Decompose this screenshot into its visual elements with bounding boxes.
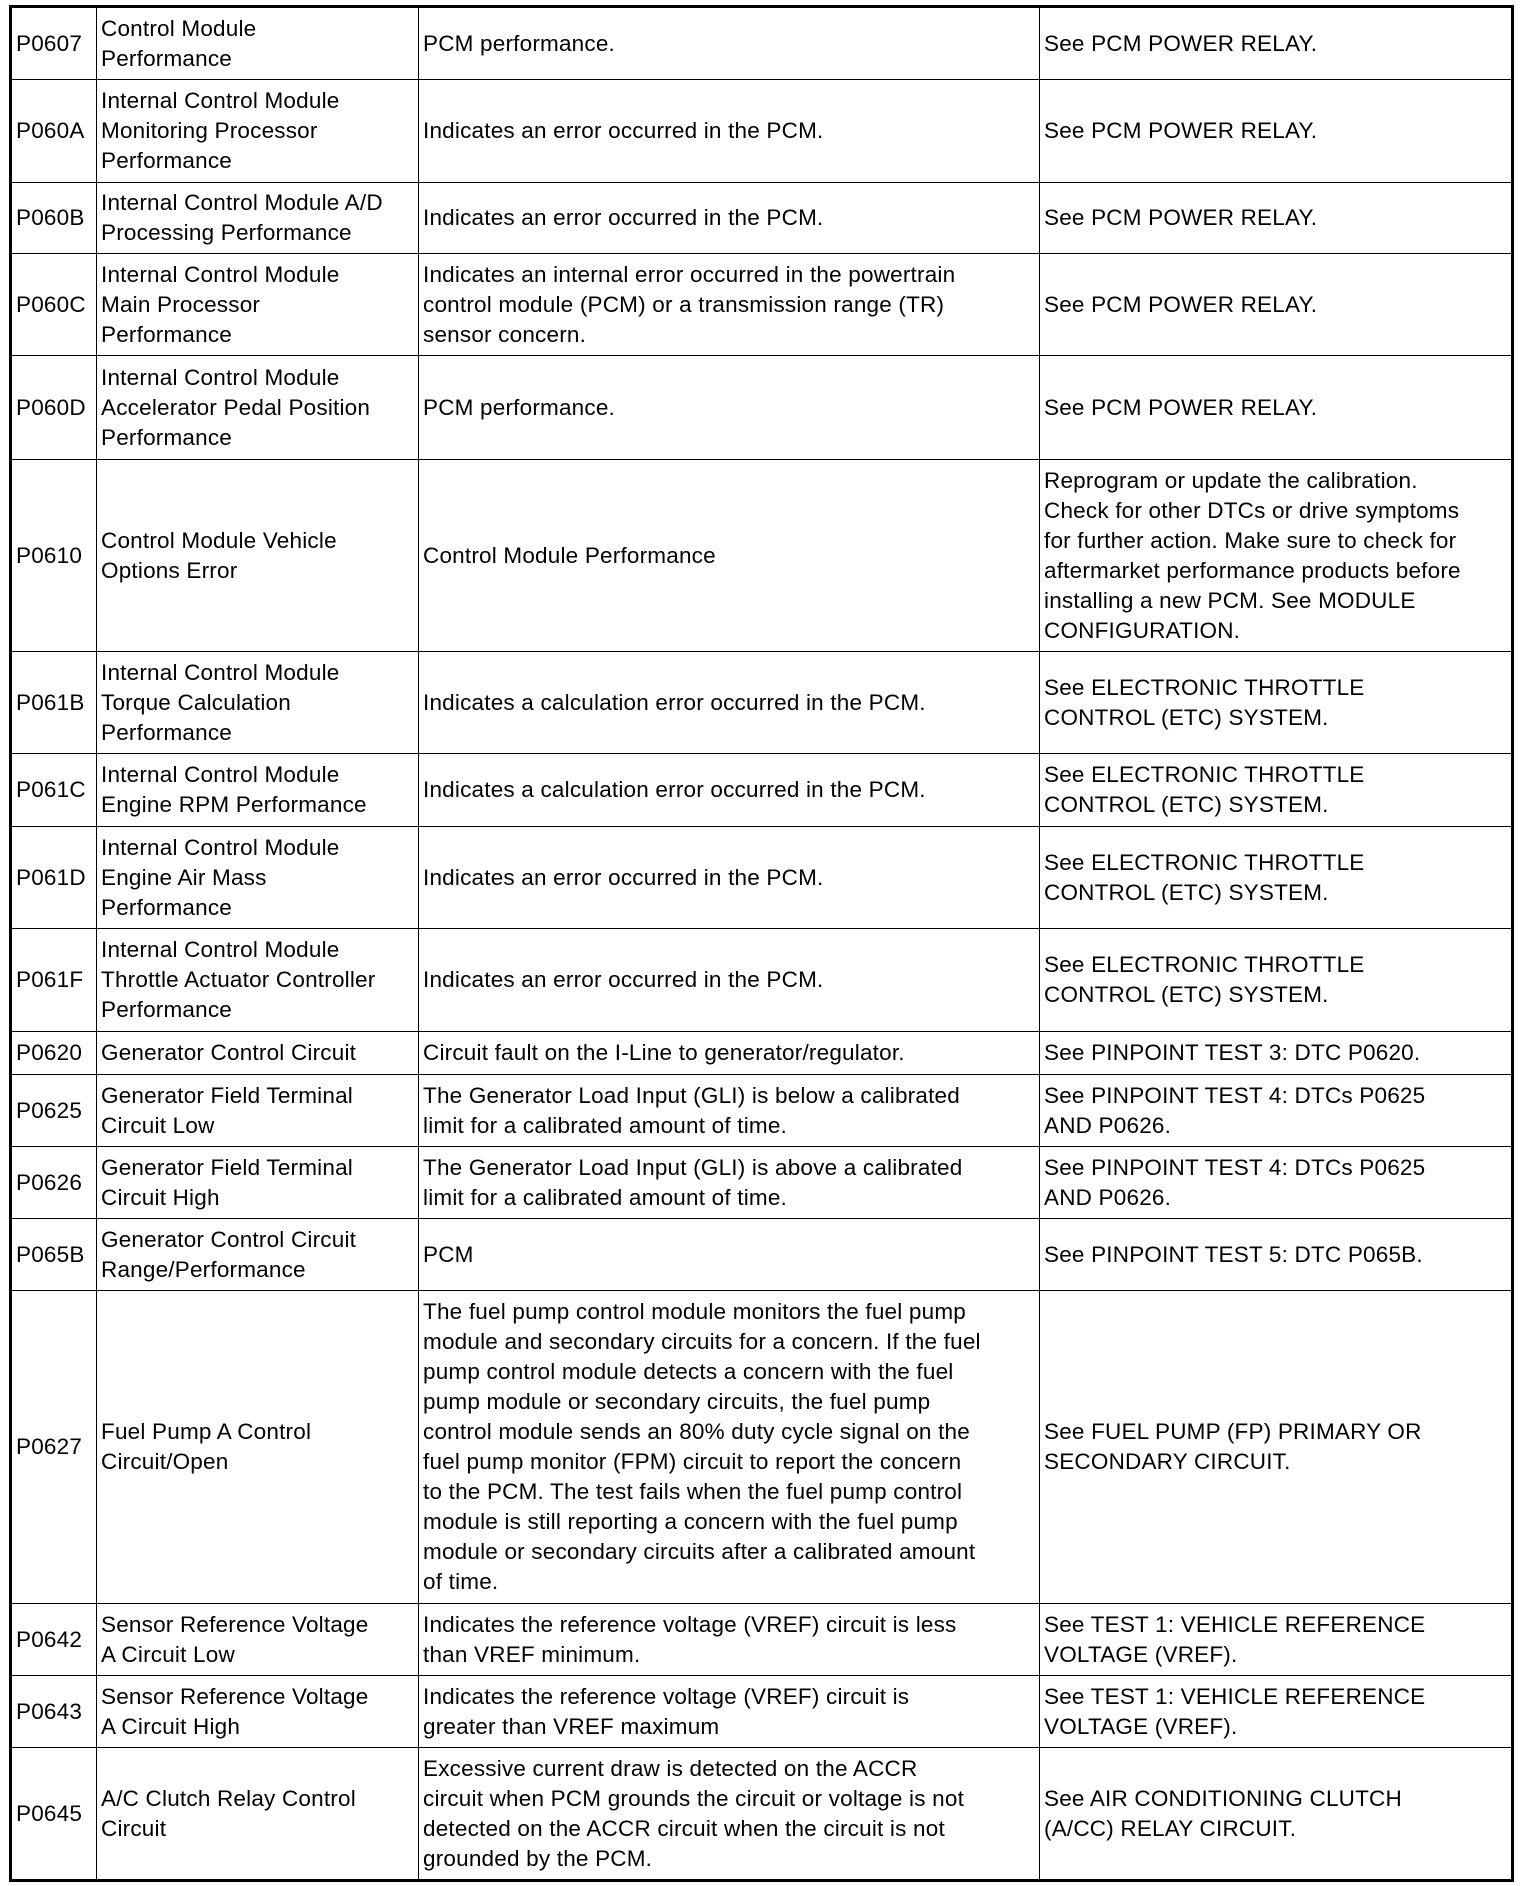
table-row (11, 1748, 1513, 1881)
dtc-action: See ELECTRONIC THROTTLE CONTROL (ETC) SYSTEM. (1040, 652, 1513, 754)
dtc-name: Sensor Reference Voltage A Circuit Low (97, 1604, 419, 1676)
dtc-action: See ELECTRONIC THROTTLE CONTROL (ETC) SYSTEM. (1040, 929, 1513, 1032)
table-row (11, 827, 1513, 929)
dtc-name: Sensor Reference Voltage A Circuit High (97, 1676, 419, 1748)
dtc-code: P061C (11, 754, 97, 827)
dtc-description: Control Module Performance (419, 460, 1040, 652)
dtc-action: See PCM POWER RELAY. (1040, 254, 1513, 356)
dtc-description: The Generator Load Input (GLI) is below a calibrated limit for a calibrated amount of time. (419, 1075, 1040, 1147)
dtc-action: See ELECTRONIC THROTTLE CONTROL (ETC) SYSTEM. (1040, 827, 1513, 929)
table-row (11, 1604, 1513, 1676)
dtc-name: A/C Clutch Relay Control Circuit (97, 1748, 419, 1881)
dtc-code: P0643 (11, 1676, 97, 1748)
dtc-code: P061D (11, 827, 97, 929)
dtc-description: Indicates the reference voltage (VREF) circuit is greater than VREF maximum (419, 1676, 1040, 1748)
dtc-description: Indicates an error occurred in the PCM. (419, 80, 1040, 183)
dtc-description: PCM performance. (419, 7, 1040, 80)
dtc-action: See PCM POWER RELAY. (1040, 80, 1513, 183)
table-row (11, 652, 1513, 754)
table-row (11, 356, 1513, 460)
dtc-description: Indicates an internal error occurred in the powertrain control module (PCM) or a transmission range (TR) sensor concern. (419, 254, 1040, 356)
dtc-name: Internal Control Module Engine RPM Performance (97, 754, 419, 827)
dtc-name: Control Module Vehicle Options Error (97, 460, 419, 652)
dtc-action: See ELECTRONIC THROTTLE CONTROL (ETC) SYSTEM. (1040, 754, 1513, 827)
dtc-name: Control Module Performance (97, 7, 419, 80)
table-row (11, 1147, 1513, 1219)
dtc-description: The fuel pump control module monitors the fuel pump module and secondary circuits for a concern. If the fuel pump control module detects a concern with the fuel pump module or secondary circuits, the fuel pump control module sends an 80% duty cycle signal on the fuel pump monitor (FPM) circuit to report the concern to the PCM. The test fails when the fuel pump control module is still reporting a concern with the fuel pump module or secondary circuits after a calibrated amount of time. (419, 1291, 1040, 1604)
dtc-action: Reprogram or update the calibration. Check for other DTCs or drive symptoms for further action. Make sure to check for aftermarket performance products before installing a new PCM. See MODULE CONFIGURATION. (1040, 460, 1513, 652)
dtc-code: P0607 (11, 7, 97, 80)
dtc-name: Internal Control Module A/D Processing Performance (97, 183, 419, 254)
dtc-name: Fuel Pump A Control Circuit/Open (97, 1291, 419, 1604)
dtc-name: Generator Control Circuit Range/Performance (97, 1219, 419, 1291)
dtc-table (9, 5, 1514, 1882)
dtc-name: Generator Field Terminal Circuit High (97, 1147, 419, 1219)
dtc-code: P061F (11, 929, 97, 1032)
table-row (11, 1032, 1513, 1075)
table-row (11, 1075, 1513, 1147)
dtc-name: Generator Field Terminal Circuit Low (97, 1075, 419, 1147)
dtc-description: Circuit fault on the I-Line to generator/regulator. (419, 1032, 1040, 1075)
dtc-name: Generator Control Circuit (97, 1032, 419, 1075)
dtc-description: Indicates an error occurred in the PCM. (419, 827, 1040, 929)
dtc-description: PCM performance. (419, 356, 1040, 460)
dtc-description: Indicates a calculation error occurred in the PCM. (419, 652, 1040, 754)
dtc-description: Indicates an error occurred in the PCM. (419, 929, 1040, 1032)
dtc-code: P060D (11, 356, 97, 460)
dtc-name: Internal Control Module Accelerator Pedal Position Performance (97, 356, 419, 460)
dtc-code: P061B (11, 652, 97, 754)
dtc-code: P065B (11, 1219, 97, 1291)
table-row (11, 7, 1513, 80)
dtc-description: The Generator Load Input (GLI) is above a calibrated limit for a calibrated amount of time. (419, 1147, 1040, 1219)
dtc-action: See PCM POWER RELAY. (1040, 7, 1513, 80)
dtc-name: Internal Control Module Main Processor Performance (97, 254, 419, 356)
table-row (11, 183, 1513, 254)
dtc-action: See TEST 1: VEHICLE REFERENCE VOLTAGE (VREF). (1040, 1604, 1513, 1676)
table-row (11, 1291, 1513, 1604)
dtc-code: P060C (11, 254, 97, 356)
dtc-code: P0627 (11, 1291, 97, 1604)
dtc-action: See PCM POWER RELAY. (1040, 356, 1513, 460)
dtc-code: P0642 (11, 1604, 97, 1676)
table-row (11, 929, 1513, 1032)
dtc-action: See AIR CONDITIONING CLUTCH (A/CC) RELAY CIRCUIT. (1040, 1748, 1513, 1881)
dtc-code: P0610 (11, 460, 97, 652)
dtc-code: P060A (11, 80, 97, 183)
dtc-code: P0645 (11, 1748, 97, 1881)
table-row (11, 754, 1513, 827)
dtc-action: See PINPOINT TEST 4: DTCs P0625 AND P0626. (1040, 1147, 1513, 1219)
dtc-description: Indicates the reference voltage (VREF) circuit is less than VREF minimum. (419, 1604, 1040, 1676)
table-row (11, 254, 1513, 356)
dtc-action: See TEST 1: VEHICLE REFERENCE VOLTAGE (VREF). (1040, 1676, 1513, 1748)
dtc-action: See PINPOINT TEST 5: DTC P065B. (1040, 1219, 1513, 1291)
dtc-description: Indicates a calculation error occurred in the PCM. (419, 754, 1040, 827)
dtc-name: Internal Control Module Engine Air Mass Performance (97, 827, 419, 929)
dtc-code: P0620 (11, 1032, 97, 1075)
dtc-name: Internal Control Module Monitoring Processor Performance (97, 80, 419, 183)
dtc-description: Excessive current draw is detected on the ACCR circuit when PCM grounds the circuit or voltage is not detected on the ACCR circuit when the circuit is not grounded by the PCM. (419, 1748, 1040, 1881)
dtc-description: PCM (419, 1219, 1040, 1291)
dtc-description: Indicates an error occurred in the PCM. (419, 183, 1040, 254)
dtc-action: See PCM POWER RELAY. (1040, 183, 1513, 254)
dtc-name: Internal Control Module Throttle Actuator Controller Performance (97, 929, 419, 1032)
dtc-code: P060B (11, 183, 97, 254)
dtc-code: P0625 (11, 1075, 97, 1147)
dtc-action: See PINPOINT TEST 3: DTC P0620. (1040, 1032, 1513, 1075)
table-row (11, 1219, 1513, 1291)
dtc-name: Internal Control Module Torque Calculation Performance (97, 652, 419, 754)
dtc-action: See PINPOINT TEST 4: DTCs P0625 AND P0626. (1040, 1075, 1513, 1147)
table-row (11, 1676, 1513, 1748)
dtc-action: See FUEL PUMP (FP) PRIMARY OR SECONDARY CIRCUIT. (1040, 1291, 1513, 1604)
dtc-code: P0626 (11, 1147, 97, 1219)
table-row (11, 460, 1513, 652)
table-row (11, 80, 1513, 183)
